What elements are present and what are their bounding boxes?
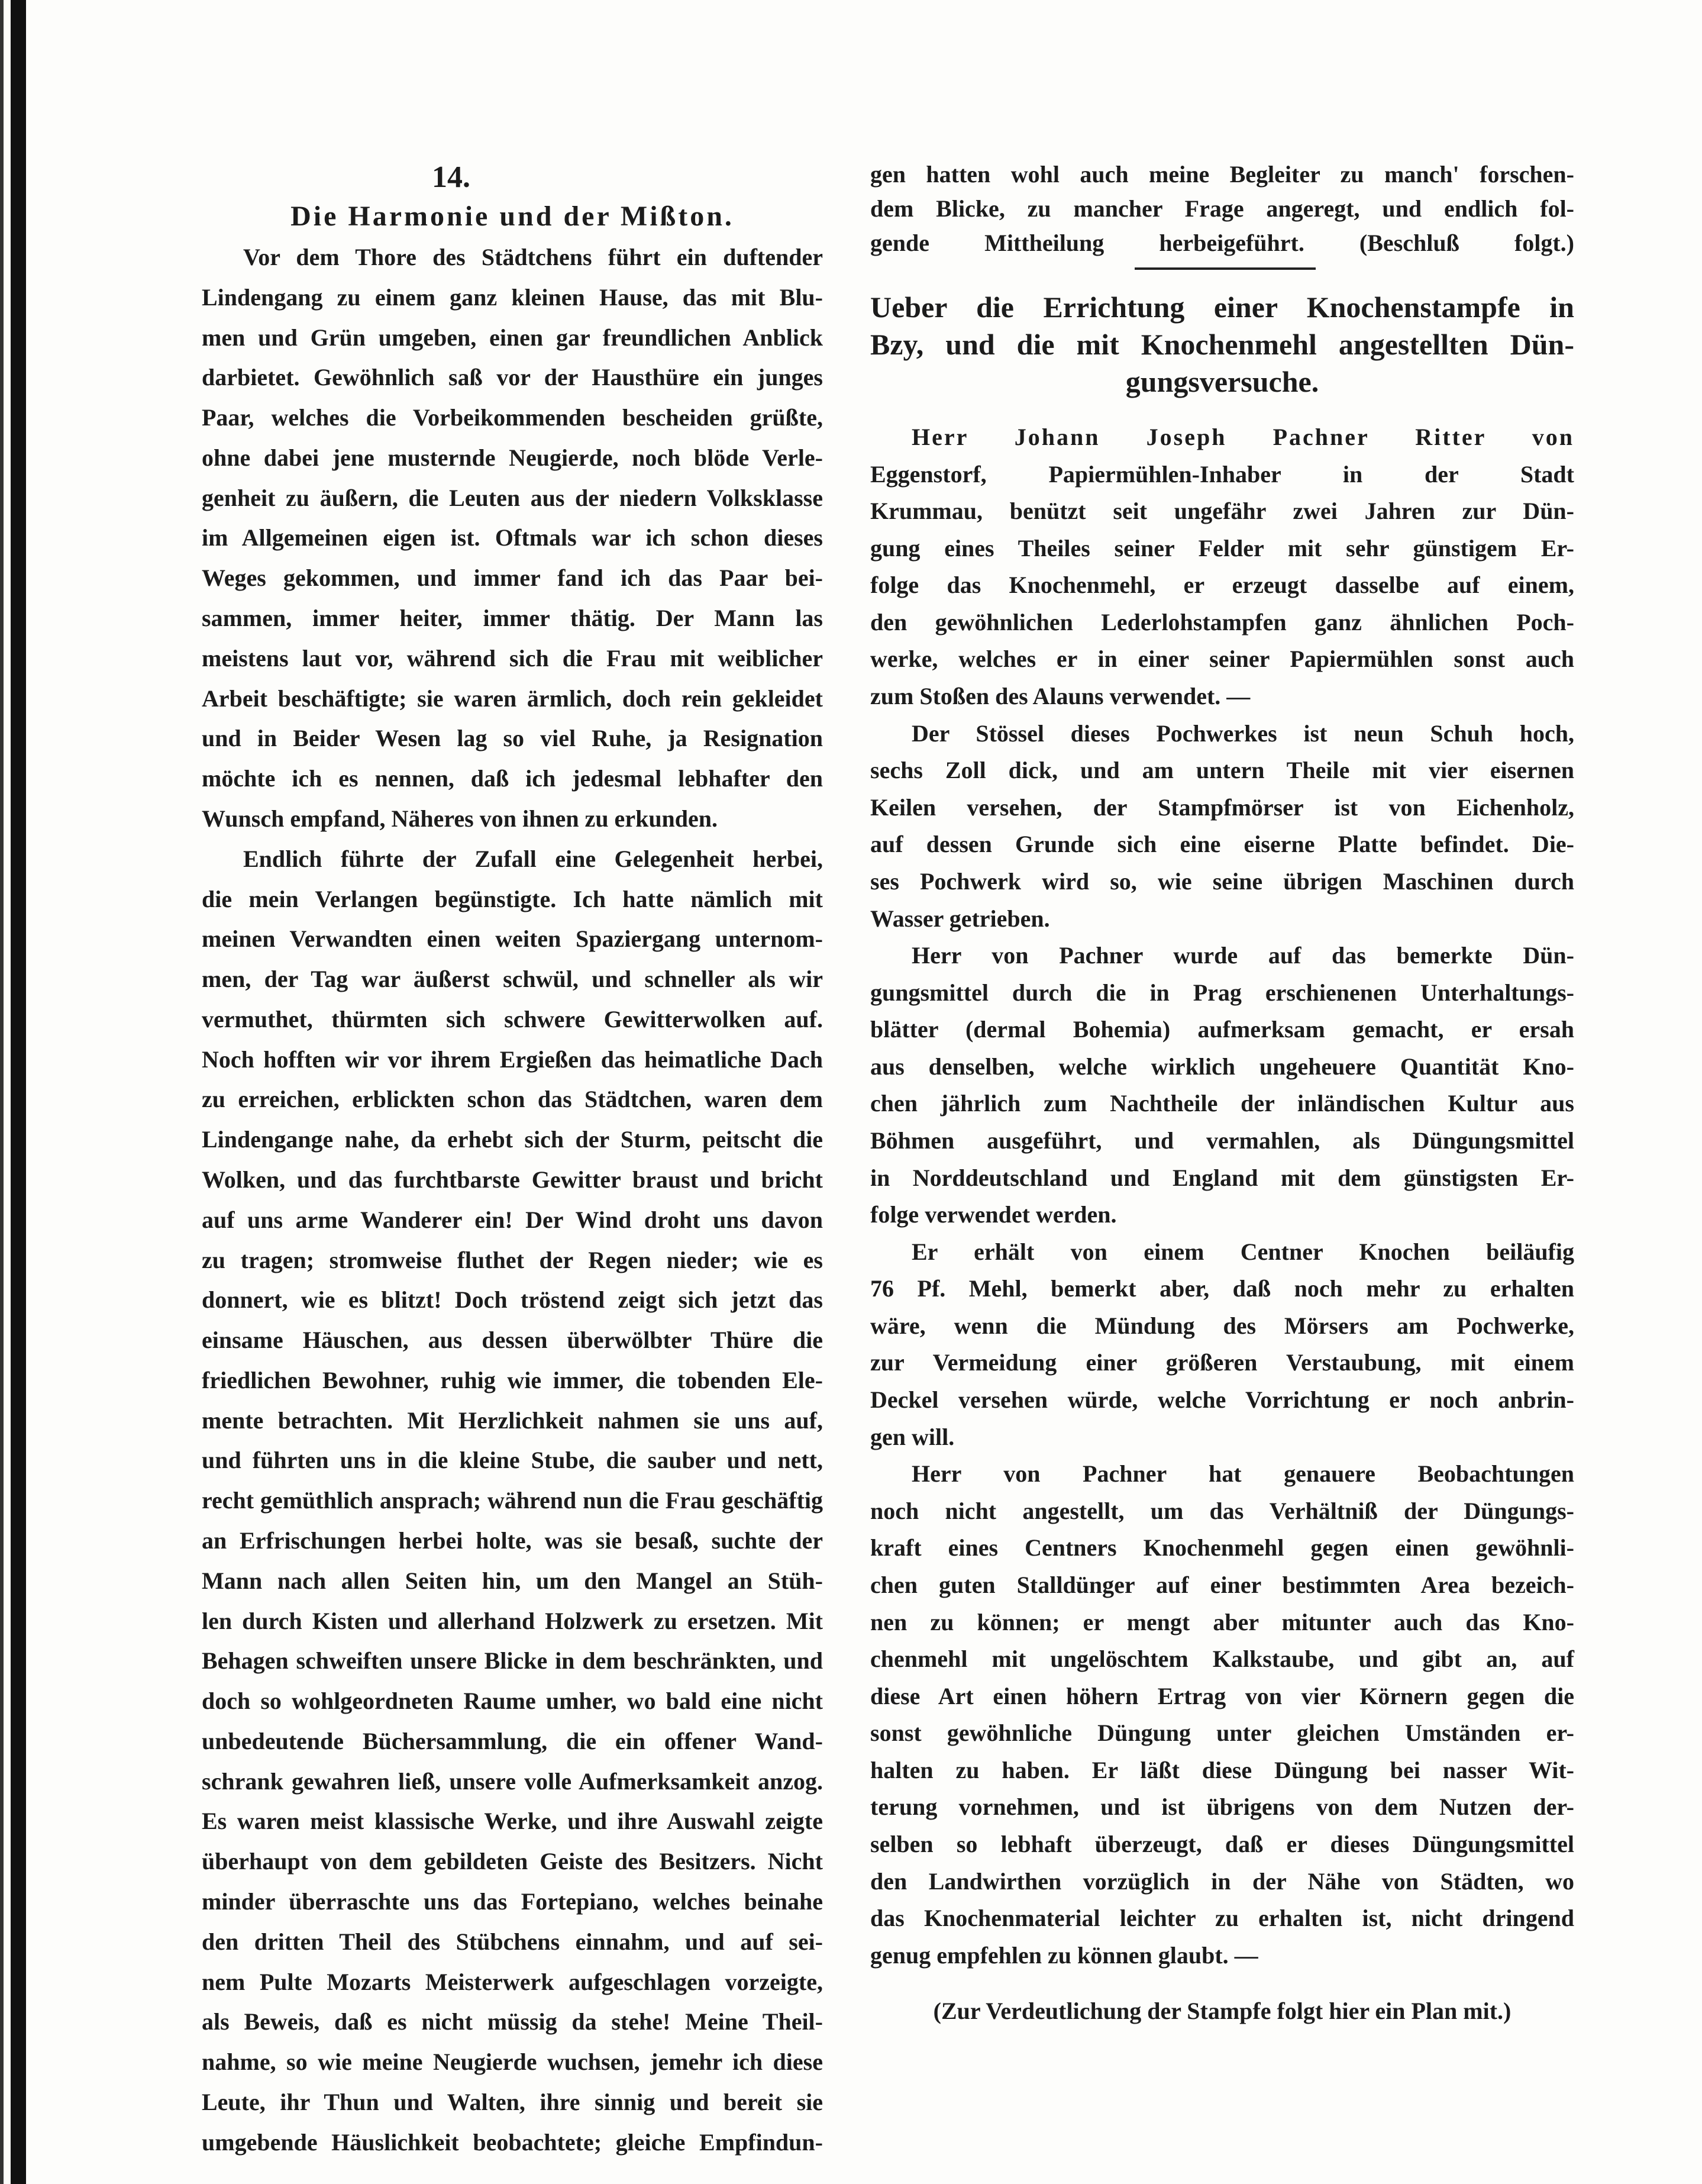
text-line: an Erfrischungen herbei holte, was sie besaß, suchte der: [202, 1527, 823, 1554]
text-line: Eggenstorf, Papiermühlen-Inhaber in der Stadt: [870, 460, 1574, 488]
text-line: sechs Zoll dick, und am untern Theile mit vier eisernen: [870, 757, 1574, 784]
text-line: das Knochenmaterial leichter zu erhalten ist, nicht dringend: [870, 1905, 1574, 1932]
text-line: Vor dem Thore des Städtchens führt ein duftender: [243, 244, 823, 270]
text-line: Herr von Pachner hat genauere Beobachtungen: [912, 1460, 1574, 1488]
section-divider: [1135, 267, 1316, 270]
text-line: Lindengang zu einem ganz kleinen Hause, das mit Blu-: [202, 283, 823, 311]
text-line: chen guten Stalldünger auf einer bestimmten Area bezeich-: [870, 1571, 1574, 1598]
text-line: dem Blicke, zu mancher Frage angeregt, und endlich fol-: [870, 195, 1574, 222]
text-line: gung eines Theiles seiner Felder mit sehr günstigem Er-: [870, 534, 1574, 562]
text-line: zu tragen; stromweise fluthet der Regen nieder; wie es: [202, 1246, 823, 1273]
text-line: Er erhält von einem Centner Knochen beiläufig: [912, 1238, 1574, 1265]
text-line: blätter (dermal Bohemia) aufmerksam gemacht, er ersah: [870, 1016, 1574, 1043]
text-line: halten zu haben. Er läßt diese Düngung bei nasser Wit-: [870, 1756, 1574, 1783]
text-line: sammen, immer heiter, immer thätig. Der Mann las: [202, 605, 823, 632]
text-line: und führten uns in die kleine Stube, die sauber und nett,: [202, 1447, 823, 1474]
text-line: nahme, so wie meine Neugierde wuchsen, jemehr ich diese: [202, 2048, 823, 2076]
text-line: möchte ich es nennen, daß ich jedesmal lebhafter den: [202, 765, 823, 792]
text-line: mente betrachten. Mit Herzlichkeit nahmen sie uns auf,: [202, 1406, 823, 1434]
text-line: darbietet. Gewöhnlich saß vor der Hausthüre ein junges: [202, 364, 823, 391]
text-line: chenmehl mit ungelöschtem Kalkstaube, und gibt an, auf: [870, 1646, 1574, 1673]
text-line: Es waren meist klassische Werke, und ihre Auswahl zeigte: [202, 1808, 823, 1835]
text-line: auf uns arme Wanderer ein! Der Wind droht uns davon: [202, 1206, 823, 1233]
text-line: len durch Kisten und allerhand Holzwerk zu ersetzen. Mit: [202, 1607, 823, 1634]
text-line: nem Pulte Mozarts Meisterwerk aufgeschlagen vorzeigte,: [202, 1968, 823, 1995]
text-line: folge das Knochenmehl, er erzeugt dasselbe auf einem,: [870, 572, 1574, 599]
text-line: Mann nach allen Seiten hin, um den Mangel an Stüh-: [202, 1567, 823, 1594]
text-line: schrank gewahren ließ, unsere volle Aufmerksamkeit anzog.: [202, 1767, 823, 1795]
text-line: und in Beider Wesen lag so viel Ruhe, ja Resignation: [202, 725, 823, 752]
text-line: wäre, wenn die Mündung des Mörsers am Pochwerke,: [870, 1312, 1574, 1339]
text-line: kraft eines Centners Knochenmehl gegen einen gewöhnli-: [870, 1534, 1574, 1562]
heading-line: gungsversuche.: [1125, 365, 1319, 398]
text-line: minder überraschte uns das Fortepiano, welches beinahe: [202, 1888, 823, 1915]
text-line: Arbeit beschäftigte; sie waren ärmlich, doch rein gekleidet: [202, 685, 823, 712]
heading-line: Bzy, und die mit Knochenmehl angestellten Dün-: [870, 328, 1574, 361]
text-line: gen hatten wohl auch meine Begleiter zu manch' forschen-: [870, 161, 1574, 188]
right-column: [870, 421, 1574, 1972]
text-line: Herr von Pachner wurde auf das bemerkte Dün-: [912, 942, 1574, 969]
text-line: Keilen versehen, der Stampfmörser ist von Eichenholz,: [870, 793, 1574, 821]
text-line: den gewöhnlichen Lederlohstampfen ganz ähnlichen Poch-: [870, 608, 1574, 635]
text-line: zu erreichen, erblickten schon das Städtchen, waren dem: [202, 1086, 823, 1113]
text-line: zur Vermeidung einer größeren Verstaubung, mit einem: [870, 1349, 1574, 1376]
text-line: men, der Tag war äußerst schwül, und schneller als wir: [202, 966, 823, 993]
left-column: [202, 241, 823, 2159]
text-line: Wunsch empfand, Näheres von ihnen zu erkunden.: [202, 805, 718, 832]
text-line: donnert, wie es blitzt! Doch tröstend zeigt sich jetzt das: [202, 1286, 823, 1314]
text-line: Lindengange nahe, da erhebt sich der Sturm, peitscht die: [202, 1126, 823, 1153]
text-line: unbedeutende Büchersammlung, die ein offener Wand-: [202, 1727, 823, 1754]
text-line: chen jährlich zum Nachtheile der inländischen Kultur aus: [870, 1090, 1574, 1117]
text-line: auf dessen Grunde sich eine eiserne Platte befindet. Die-: [870, 831, 1574, 858]
text-line: in Norddeutschland und England mit dem günstigsten Er-: [870, 1164, 1574, 1191]
text-line: als Beweis, daß es nicht müssig da stehe! Meine Theil-: [202, 2008, 823, 2035]
text-line: Weges gekommen, und immer fand ich das Paar bei-: [202, 564, 823, 592]
article-title-left: Die Harmonie und der Mißton.: [290, 201, 734, 232]
text-line: aus denselben, welche wirklich ungeheuere Quantität Kno-: [870, 1053, 1574, 1080]
text-line: terung vornehmen, und ist übrigens von dem Nutzen der-: [870, 1793, 1574, 1821]
text-line: gen will.: [870, 1423, 955, 1450]
text-line: men und Grün umgeben, einen gar freundlichen Anblick: [202, 324, 823, 351]
text-line: Böhmen ausgeführt, und vermahlen, als Düngungsmittel: [870, 1127, 1574, 1154]
text-line: Leute, ihr Thun und Walten, ihre sinnig und bereit sie: [202, 2088, 823, 2115]
right-column-continuation: [870, 159, 1574, 259]
text-line: gungsmittel durch die in Prag erschienenen Unterhaltungs-: [870, 979, 1574, 1006]
text-line: den dritten Theil des Stübchens einnahm, und auf sei-: [202, 1928, 823, 1955]
text-line: werke, welches er in einer seiner Papiermühlen sonst auch: [870, 646, 1574, 673]
text-line: folge verwendet werden.: [870, 1201, 1117, 1228]
text-line: die mein Verlangen begünstigte. Ich hatte nämlich mit: [202, 885, 823, 912]
text-line: zum Stoßen des Alauns verwendet. —: [870, 683, 1251, 710]
text-line: sonst gewöhnliche Düngung unter gleichen Umständen er-: [870, 1720, 1574, 1747]
binding-shadow: [11, 0, 26, 2184]
heading-line: Ueber die Errichtung einer Knochenstampfe in: [870, 291, 1574, 324]
text-line: doch so wohlgeordneten Raume umher, wo bald eine nicht: [202, 1688, 823, 1715]
text-line: genug empfehlen zu können glaubt. —: [870, 1941, 1258, 1969]
text-line: nen zu können; er mengt aber mitunter auch das Kno-: [870, 1608, 1574, 1635]
text-line: genheit zu äußern, die Leuten aus der niedern Volksklasse: [202, 484, 823, 511]
text-line: Endlich führte der Zufall eine Gelegenheit herbei,: [243, 845, 823, 872]
page-number: 14.: [432, 160, 470, 194]
article-heading-right: [870, 289, 1574, 401]
text-line: Wasser getrieben.: [870, 905, 1050, 932]
footnote: (Zur Verdeutlichung der Stampfe folgt hier ein Plan mit.): [933, 1998, 1512, 2024]
text-line: Krummau, benützt seit ungefähr zwei Jahren zur Dün-: [870, 498, 1574, 525]
text-line: meinen Verwandten einen weiten Spaziergang unternom-: [202, 925, 823, 953]
text-line: im Allgemeinen eigen ist. Oftmals war ich schon dieses: [202, 524, 823, 551]
text-line: selben so lebhaft überzeugt, daß er dieses Düngungsmittel: [870, 1830, 1574, 1857]
text-line: Wolken, und das furchtbarste Gewitter braust und bricht: [202, 1166, 823, 1193]
text-line: Der Stössel dieses Pochwerkes ist neun Schuh hoch,: [912, 720, 1574, 747]
text-line: Herr Johann Joseph Pachner Ritter von: [912, 424, 1574, 450]
text-line: den Landwirthen vorzüglich in der Nähe von Städten, wo: [870, 1867, 1574, 1895]
scan-edge: [0, 0, 4, 2184]
text-line: einsame Häuschen, aus dessen überwölbter Thüre die: [202, 1327, 823, 1354]
text-line: umgebende Häuslichkeit beobachtete; gleiche Empfindun-: [202, 2128, 823, 2156]
text-line: 76 Pf. Mehl, bemerkt aber, daß noch mehr zu erhalten: [870, 1275, 1574, 1302]
text-line: Noch hofften wir vor ihrem Ergießen das heimatliche Dach: [202, 1046, 823, 1073]
text-line: Deckel versehen würde, welche Vorrichtung er noch anbrin-: [870, 1386, 1574, 1414]
text-line: Behagen schweiften unsere Blicke in dem beschränkten, und: [202, 1647, 823, 1675]
text-line: Paar, welches die Vorbeikommenden bescheiden grüßte,: [202, 404, 823, 431]
text-line: überhaupt von dem gebildeten Geiste des Besitzers. Nicht: [202, 1848, 823, 1875]
text-line: diese Art einen höhern Ertrag von vier Körnern gegen die: [870, 1682, 1574, 1709]
text-line: noch nicht angestellt, um das Verhältniß der Düngungs-: [870, 1497, 1574, 1524]
text-line: recht gemüthlich ansprach; während nun die Frau geschäftig: [202, 1487, 823, 1514]
text-line: ohne dabei jene musternde Neugierde, noch blöde Verle-: [202, 444, 823, 471]
text-line: ses Pochwerk wird so, wie seine übrigen Maschinen durch: [870, 867, 1574, 895]
text-line: gende Mittheilung herbeigeführt. (Beschluß folgt.): [870, 230, 1574, 256]
text-line: meistens laut vor, während sich die Frau mit weiblicher: [202, 644, 823, 672]
text-line: vermuthet, thürmten sich schwere Gewitterwolken auf.: [202, 1005, 823, 1033]
text-line: friedlichen Bewohner, ruhig wie immer, die tobenden Ele-: [202, 1366, 823, 1393]
